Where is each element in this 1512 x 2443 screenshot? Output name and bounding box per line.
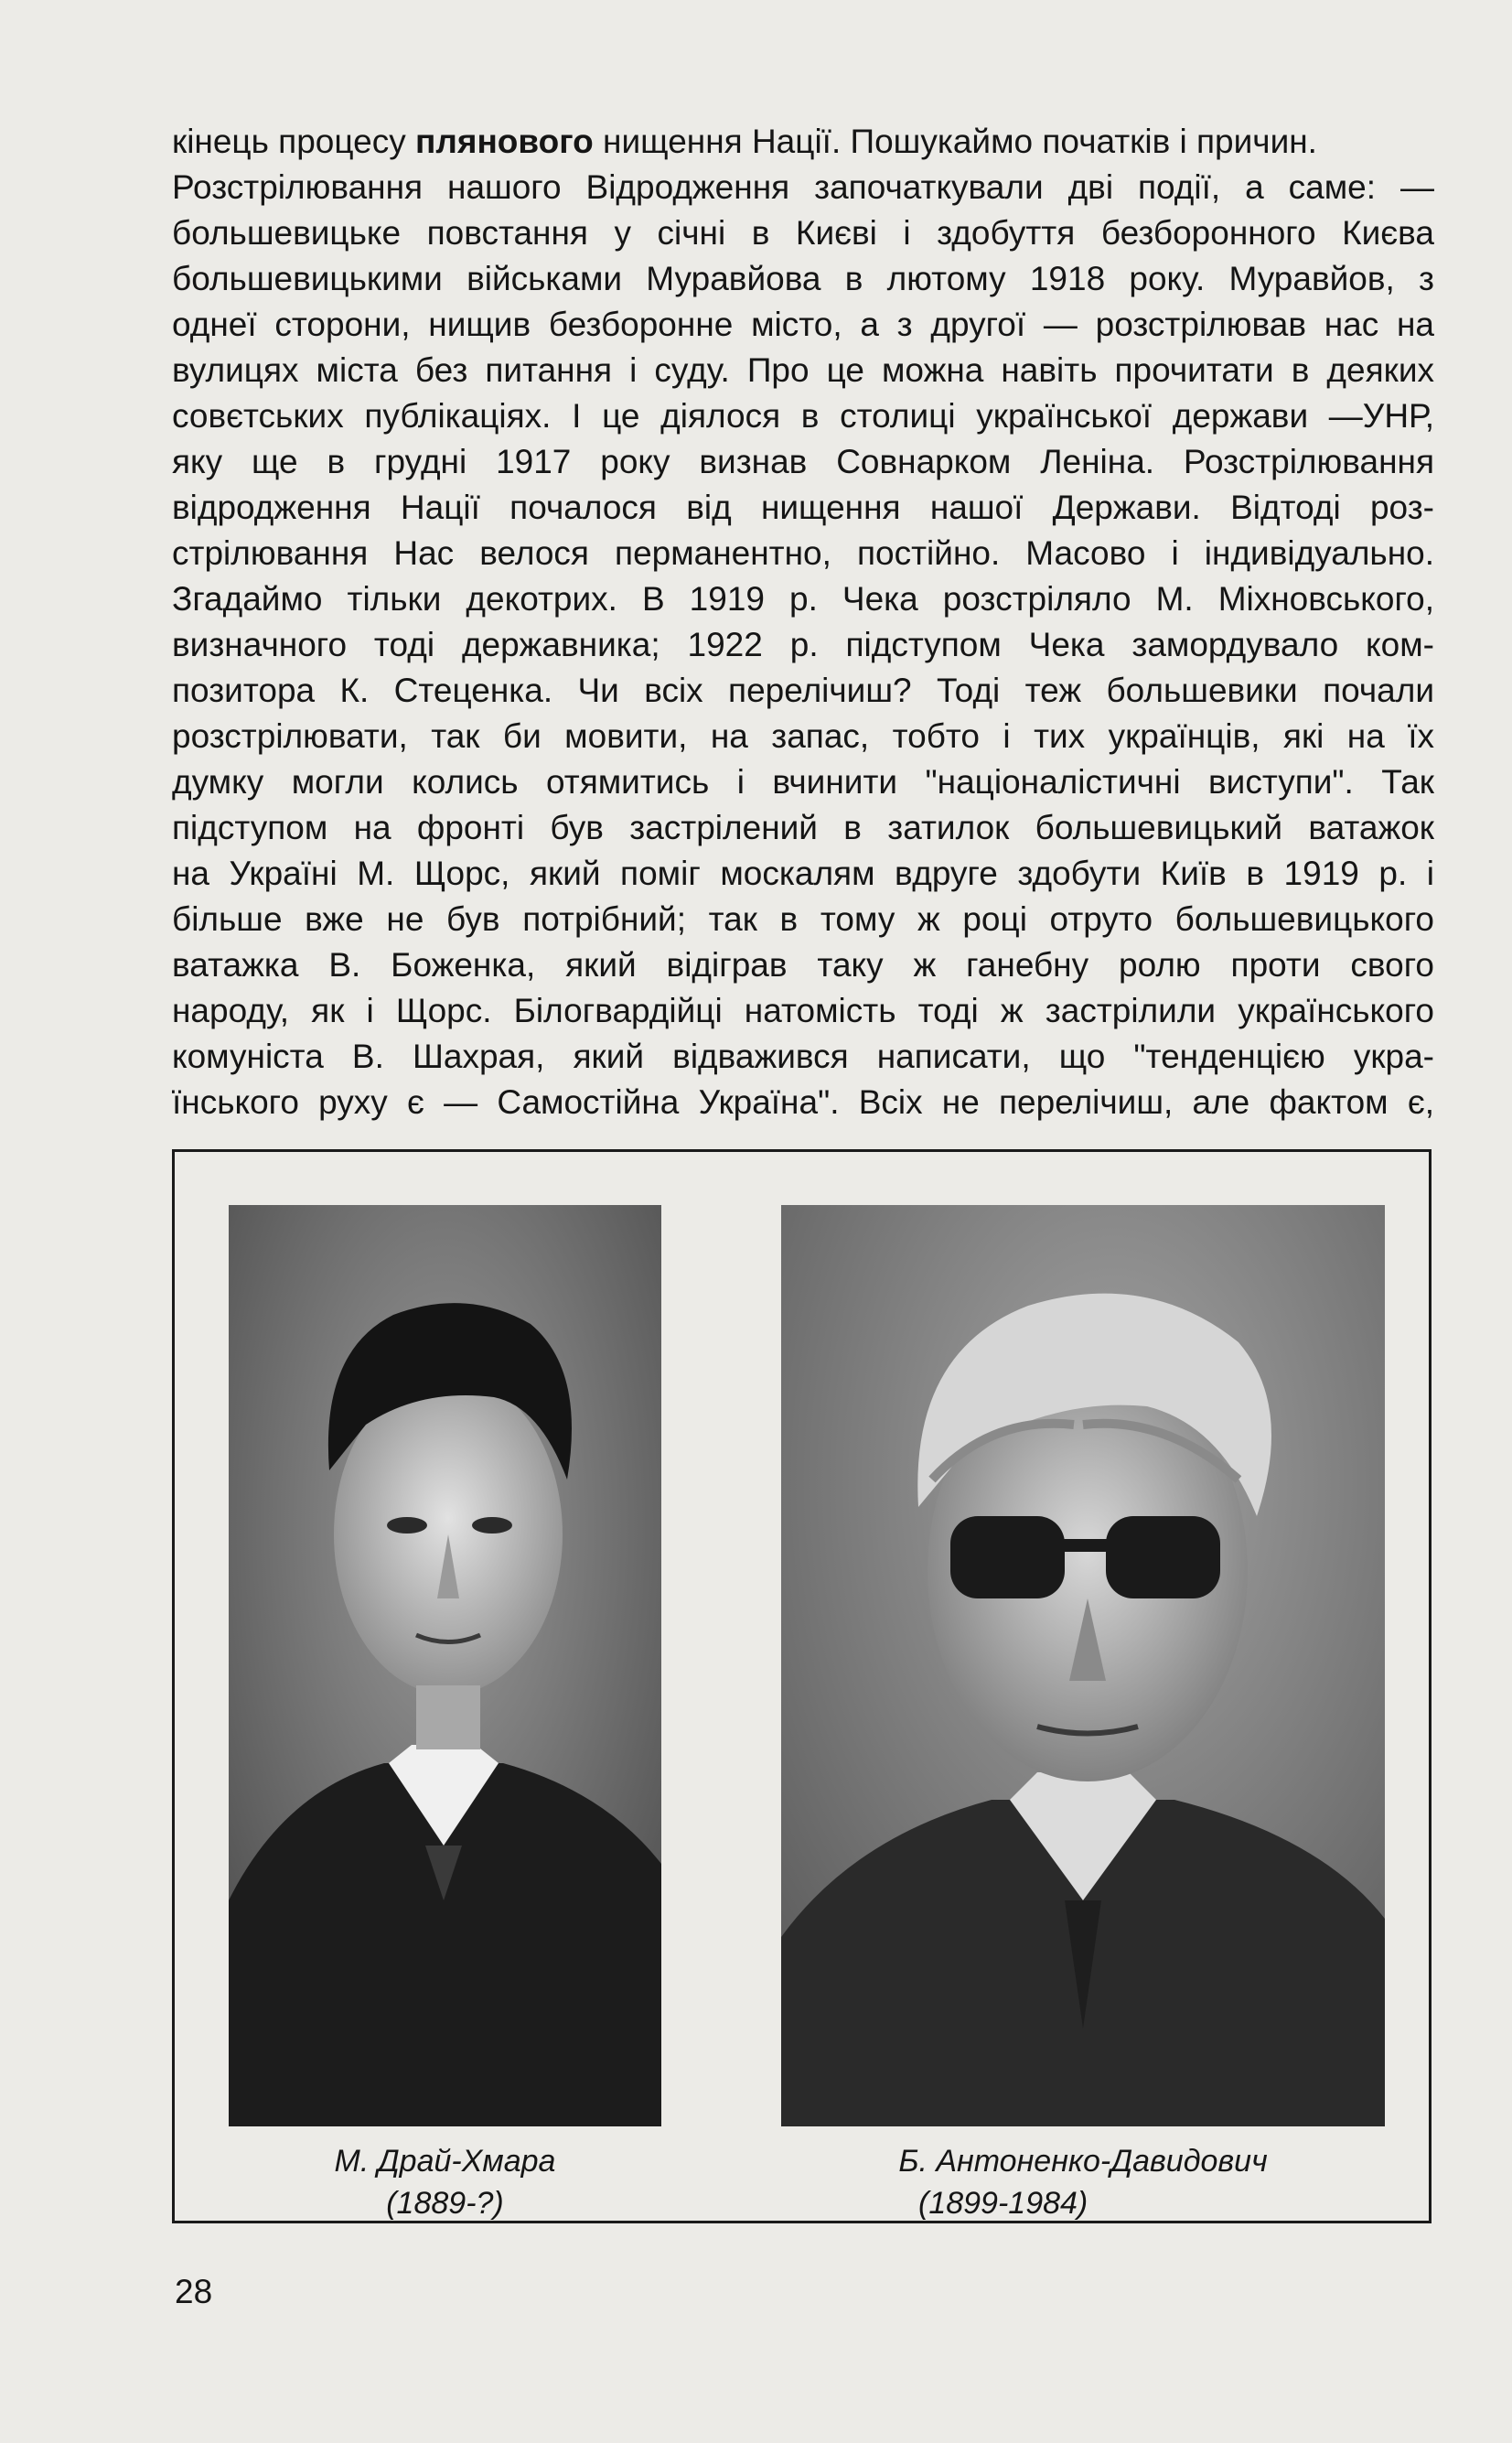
text-line: більше вже не був потрібний; так в тому ж році отруто большевицького xyxy=(172,900,1434,938)
caption-years: (1889-?) xyxy=(386,2186,504,2221)
caption-name: М. Драй-Хмара xyxy=(334,2144,556,2179)
text-line: Згадаймо тільки декотрих. В 1919 р. Чека розстріляло М. Міхновського, xyxy=(172,580,1434,618)
text-line: яку ще в грудні 1917 року визнав Совнарком Леніна. Розстрілювання xyxy=(172,443,1434,480)
portrait-photo-drai-khmara xyxy=(229,1205,661,2126)
text-line: відродження Нації почалося від нищення нашої Держави. Відтоді роз- xyxy=(172,489,1434,526)
text-line: підступом на фронті був застрілений в затилок большевицький ватажок xyxy=(172,809,1434,846)
text-line: стрілювання Нас велося перманентно, постійно. Масово і індивідуально. xyxy=(172,534,1434,572)
portrait-image xyxy=(229,1205,661,2126)
text-line: на Україні М. Щорс, який поміг москалям вдруге здобути Київ в 1919 р. і xyxy=(172,855,1434,892)
text-line: думку могли колись отямитись і вчинити "націоналістичні виступи". Так xyxy=(172,763,1434,801)
text-line: комуніста В. Шахрая, який відважився написати, що "тенденцією укра- xyxy=(172,1038,1434,1075)
text-line: визначного тоді державника; 1922 р. підступом Чека замордувало ком- xyxy=(172,626,1434,663)
text-line: ватажка В. Боженка, який відіграв таку ж ганебну ролю проти свого xyxy=(172,946,1434,984)
text-line: однеї сторони, нищив безборонне місто, а з другої — розстрілював нас на xyxy=(172,306,1434,343)
photo-frame xyxy=(172,1149,1432,2223)
text-fragment: нищення Нації. Пошукаймо початків і причин. xyxy=(593,123,1317,160)
main-paragraph xyxy=(172,119,1434,1125)
text-line: народу, як і Щорс. Білогвардійці натомість тоді ж застрілили українського xyxy=(172,992,1434,1029)
caption-name: Б. Антоненко-Давидович xyxy=(898,2144,1268,2179)
portrait-photo-antonenko-davydovych xyxy=(781,1205,1385,2126)
text-line: позитора К. Стеценка. Чи всіх перелічиш? Тоді теж большевики почали xyxy=(172,672,1434,709)
text-line: большевицьке повстання у січні в Києві і здобуття безборонного Києва xyxy=(172,214,1434,252)
caption-left xyxy=(229,2140,661,2224)
caption-right xyxy=(781,2140,1385,2224)
page-number: 28 xyxy=(175,2273,213,2310)
caption-years: (1899-1984) xyxy=(918,2186,1088,2221)
text-line-1 xyxy=(172,119,1434,165)
portrait-image xyxy=(781,1205,1385,2126)
text-line: вулицях міста без питання і суду. Про це можна навіть прочитати в деяких xyxy=(172,351,1434,389)
text-line: Розстрілювання нашого Відродження започаткували дві події, а саме: — xyxy=(172,168,1434,206)
text-line: розстрілювати, так би мовити, на запас, тобто і тих українців, які на їх xyxy=(172,717,1434,755)
text-line: большевицькими військами Муравйова в лютому 1918 року. Муравйов, з xyxy=(172,260,1434,297)
bold-word: плянового xyxy=(415,123,594,160)
text-line: совєтських публікаціях. І це діялося в столиці української держави —УНР, xyxy=(172,397,1434,435)
text-line: їнського руху є — Самостійна Україна". Всіх не перелічиш, але фактом є, xyxy=(172,1083,1434,1121)
text-fragment: кінець процесу xyxy=(172,123,415,160)
